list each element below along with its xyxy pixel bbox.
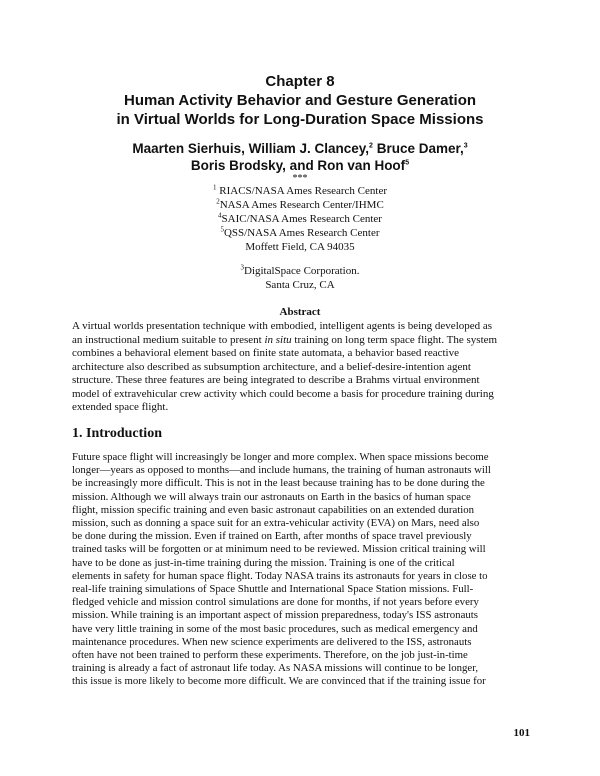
affiliation-text: SAIC/NASA Ames Research Center (221, 213, 382, 225)
author-list (0, 140, 600, 174)
author-text: Bruce Damer, (372, 141, 464, 156)
affiliation-text: DigitalSpace Corporation. (244, 265, 360, 277)
affil-superscript: 2 (369, 142, 373, 150)
body-line: Future space flight will increasingly be longer and more complex. When space missions become (72, 451, 489, 463)
affiliation-block (0, 184, 600, 254)
body-line: elements in safety for human space flight. Today NASA trains its astronauts for years in close to (72, 569, 488, 582)
abstract-line: A virtual worlds presentation technique with embodied, intelligent agents is being developed as (72, 320, 493, 332)
abstract-text: training on long term space flight. The system (291, 333, 498, 346)
body-line: fledged vehicle and mission control simulations are done for months, if not years before every (72, 596, 479, 609)
affil-superscript: 5 (405, 159, 410, 167)
abstract-line: extended space flight. (72, 401, 169, 413)
affiliation-line (0, 212, 600, 226)
affiliation-line (0, 240, 600, 254)
affil-superscript: 3 (463, 142, 468, 150)
title-line: in Virtual Worlds for Long-Duration Space Missions (116, 111, 484, 128)
author-text: Boris Brodsky, and Ron van Hoof (190, 158, 406, 173)
affiliation-text: RIACS/NASA Ames Research Center (216, 185, 387, 197)
affiliation-text: Santa Cruz, CA (265, 279, 335, 291)
body-line: longer—years as opposed to months—and include humans, the training of human astronauts will (72, 464, 491, 477)
body-line: trained tasks will be forgotten or at minimum need to be reviewed. Mission critical training will (72, 543, 486, 556)
abstract-line (72, 334, 534, 348)
affiliation-line (0, 278, 600, 292)
author-line (0, 157, 600, 174)
body-line: have very little training in some of the most basic procedures, such as medical emergency and (72, 622, 478, 635)
body-line: training is already a fact of astronaut life today. As NASA missions will continue to be longer, (72, 662, 479, 675)
author-text: Maarten Sierhuis, William J. Clancey, (132, 141, 370, 156)
affiliation-text: NASA Ames Research Center/IHMC (219, 199, 384, 211)
abstract-line: combines a behavioral element based on finite state automata, a behavior based reactive (72, 347, 459, 359)
affil-superscript: 5 (220, 225, 224, 234)
affiliation-text: Moffett Field, CA 94035 (245, 241, 355, 253)
affiliation-text: QSS/NASA Ames Research Center (223, 227, 380, 239)
abstract-body (72, 320, 534, 415)
body-line: have to be done as just-in-time training during the mission. Training is one of the critical (72, 556, 455, 569)
body-line: maintenance procedures. When new science experiments are delivered to the ISS, astronauts (72, 635, 472, 648)
affil-superscript: 2 (216, 197, 220, 206)
body-line: mission. Although we will always train our astronauts on Earth in the basics of human space (72, 490, 471, 503)
body-line: real-life training simulations of Space Shuttle and International Space Station missions. Full- (72, 583, 474, 596)
body-line: mission, such as donning a space suit for an extra-vehicular activity (EVA) on Mars, need also (72, 517, 480, 530)
body-line: be done during the mission. Even if trained on Earth, after months of space travel previously (72, 530, 472, 543)
abstract-text: an instructional medium suitable to present (72, 333, 265, 346)
affiliation-line (0, 184, 600, 198)
abstract-line: structure. These three features are being integrated to describe a Brahms virtual environment (72, 374, 480, 386)
abstract-emphasis: in situ (264, 333, 292, 346)
author-line (0, 140, 600, 157)
abstract-line: architecture also described as subsumption architecture, and a belief-desire-intention agent (72, 360, 471, 373)
section-heading: 1. Introduction (72, 426, 162, 441)
affiliation-block-2 (0, 264, 600, 292)
paper-title (0, 91, 600, 129)
affil-superscript: 4 (218, 211, 222, 220)
title-line: Human Activity Behavior and Gesture Generation (123, 92, 477, 109)
abstract-line: model of extravehicular crew activity which could become a basis for procedure training during (72, 387, 494, 400)
body-line: often have not been trained to perform these experiments. Therefore, on the job just-in-time (72, 649, 468, 662)
separator-stars: *** (292, 173, 308, 184)
affiliation-line (0, 226, 600, 240)
chapter-label: Chapter 8 (265, 73, 335, 90)
affil-superscript: 1 (213, 183, 217, 192)
affil-superscript: 3 (240, 263, 244, 272)
page-number: 101 (513, 727, 530, 739)
body-line: flight, mission specific training and even basic astronaut capabilities on an extended duration (72, 503, 475, 516)
body-line: mission. While training is an important aspect of mission preparedness, today's ISS astronauts (72, 609, 478, 622)
introduction-body (72, 451, 532, 689)
affiliation-line (0, 264, 600, 278)
affiliation-line (0, 198, 600, 212)
body-line: be increasingly more difficult. This is not in the least because training has to be done during the (72, 477, 485, 490)
abstract-heading: Abstract (279, 306, 321, 318)
body-line: this issue is more likely to become more difficult. We are convinced that if the training issue for (72, 675, 486, 688)
